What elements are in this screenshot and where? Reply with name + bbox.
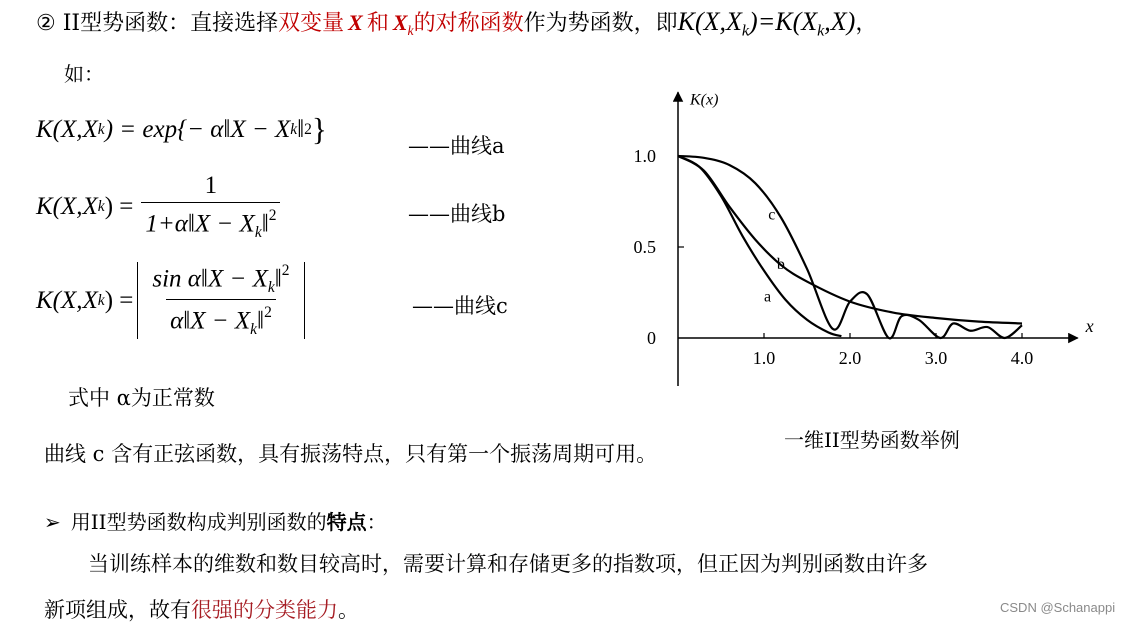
- watermark: CSDN @Schanappi: [1000, 600, 1116, 615]
- series-a-label: a: [764, 288, 772, 306]
- y-tick-label: 0: [647, 328, 656, 348]
- series-b-line: [678, 156, 1022, 323]
- y-tick-label: 1.0: [633, 146, 656, 166]
- heading-line: [36, 6, 877, 41]
- heading-eq: $K(X,X_k)=K(X_k,X)$: [677, 7, 856, 40]
- series-c-line: [678, 156, 1022, 338]
- potential-function-chart: [626, 68, 1116, 408]
- formula-c-numerator: sin α‖X − $X_k‖^2$: [152, 262, 290, 297]
- curve-a-label: ——曲线a: [408, 134, 505, 158]
- bullet-marker-icon: ➢: [44, 510, 61, 534]
- heading-var-x: X: [348, 10, 363, 35]
- ru-label: 如：: [64, 62, 104, 86]
- formula-a: K(X,X k ) = exp{− α‖X − X k ‖ 2 }: [36, 112, 327, 147]
- heading-highlight-a: 双变量: [278, 11, 345, 36]
- x-tick-label: 2.0: [838, 348, 862, 368]
- para-line-2: 新项组成，故有很强的分类能力。: [44, 598, 359, 622]
- x-tick-label: 3.0: [924, 348, 948, 368]
- x-tick-label: 1.0: [752, 348, 776, 368]
- formula-c-denominator: α‖X − $X_k‖^2$: [166, 299, 276, 339]
- x-axis-label: x: [1085, 316, 1094, 336]
- bullet-line: ➢ 用II型势函数构成判别函数的特点：: [44, 510, 387, 534]
- formula-c: K(X,X k ) = $\frac{\sin \alpha‖X - X_k‖^2}{\alpha‖X - X_k‖^2}$: [36, 262, 305, 339]
- heading-var-xk: X: [392, 10, 408, 35]
- para-line-1: 当训练样本的维数和数目较高时，需要计算和存储更多的指数项，但正因为判别函数由许多: [88, 552, 928, 576]
- series-c-label: c: [768, 206, 776, 224]
- heading-prefix: ② II型势函数：直接选择: [36, 11, 279, 36]
- heading-var-xk-sub: k: [407, 22, 414, 38]
- formula-b: K(X,X k ) = $\frac{1}{1+\alpha‖X - X_k‖^2}$: [36, 172, 284, 242]
- formula-b-denominator: 1+α‖X − $X_k‖^2$: [141, 202, 280, 242]
- heading-highlight-b: 的对称函数: [413, 11, 524, 36]
- chart-caption: 一维II型势函数举例: [784, 428, 960, 452]
- heading-tail: ，: [855, 11, 878, 36]
- series-b-label: b: [776, 255, 785, 273]
- formula-b-numerator: 1: [204, 172, 218, 199]
- curve-b-label: ——曲线b: [408, 202, 506, 226]
- heading-highlight-and: 和: [366, 11, 389, 36]
- x-tick-label: 4.0: [1010, 348, 1034, 368]
- alpha-note: 式中 α为正常数: [68, 386, 215, 410]
- y-axis-label: K(x): [690, 91, 719, 109]
- curve-c-note: 曲线 c 含有正弦函数，具有振荡特点，只有第一个振荡周期可用。: [44, 442, 658, 466]
- curve-c-label: ——曲线c: [412, 294, 508, 318]
- heading-suffix: 作为势函数，即: [523, 11, 678, 36]
- y-tick-label: 0.5: [633, 237, 656, 257]
